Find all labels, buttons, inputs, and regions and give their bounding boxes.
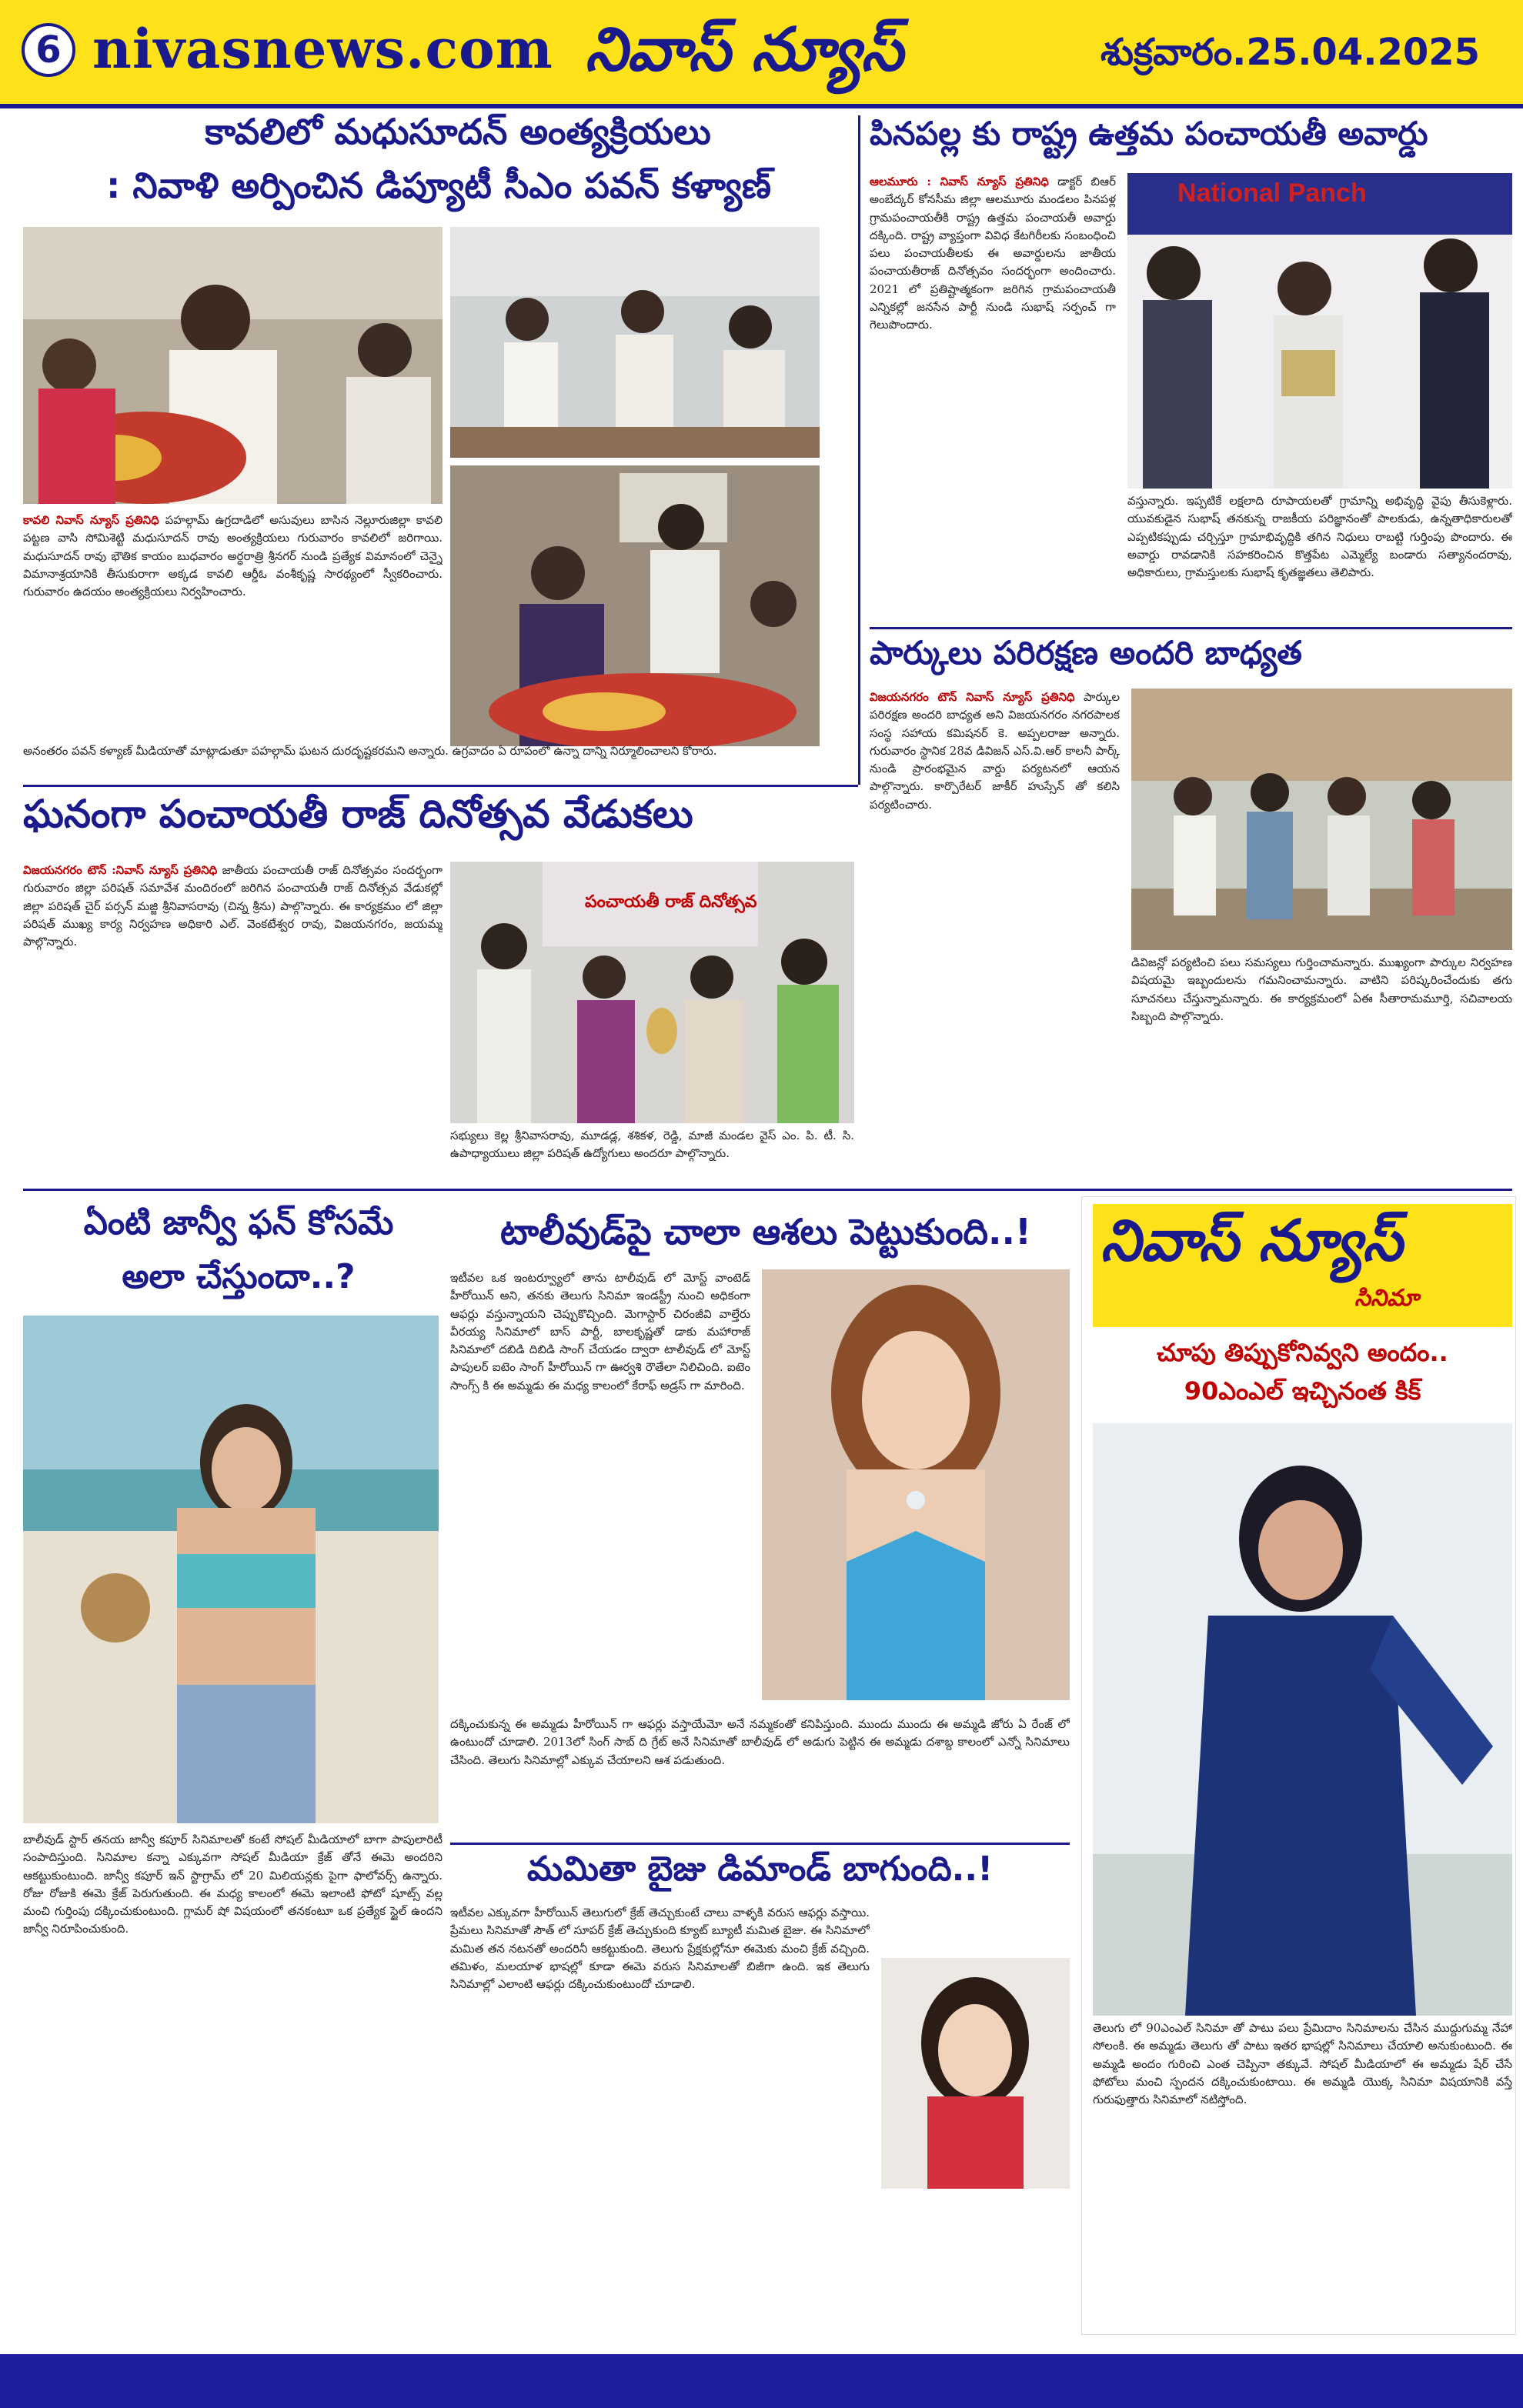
story5-photo-actress	[23, 1316, 439, 1823]
footer-bar	[0, 2354, 1523, 2408]
story7-headline: మమితా బైజు డిమాండ్ బాగుంది..!	[526, 1849, 994, 1889]
story3-body-col	[870, 689, 1120, 1108]
masthead-rule	[0, 104, 1523, 108]
story8-photo-actress	[1093, 1423, 1512, 2016]
story6-photo-actress	[762, 1269, 1070, 1700]
entertainment-divider	[23, 1189, 1512, 1191]
masthead-date: శుక్రవారం.25.04.2025	[1101, 31, 1481, 74]
story5-headline-line2: అలా చేస్తుందా..?	[122, 1257, 356, 1296]
page-number: 6	[22, 23, 75, 77]
story7-body: ఇటీవల ఎక్కువగా హీరోయిన్ తెలుగులో క్రేజ్ తెచ్చుకుంటే చాలు వాళ్ళకి వరుస ఆఫర్లు వస్తాయి. ప్రేమలు సినిమాతో సౌత్ లో సూపర్ క్రేజ్ తెచ్చుకుంది క్యూట్ బ్యూటీ మమిత బైజు. ఈ సినిమాలో మమిత తన నటనతో అందరినీ ఆకట్టుకుంది. తెలుగు ప్రేక్షకుల్లోనూ ఈమెకు మంచి క్రేజ్ వచ్చింది. తమిళం, మలయాళ భాషల్లో కూడా ఈమె వరుస సినిమాలతో బిజీగా ఉంది. ఇక తెలుగు సినిమాల్లో ఎలాంటి ఆఫర్లు దక్కించుకుంటుందో చూడాలి.	[450, 1906, 870, 1991]
story8-brand-sub: సినిమా	[1354, 1285, 1419, 1312]
story8-body: తెలుగు లో 90ఎంఎల్ సినిమా తో పాటు పలు ప్రేమిదాం సినిమాలను చేసిన ముద్దుగుమ్మ నేహా సోలంకి. ఈ అమ్మడు తెలుగు తో పాటు ఇతర భాషల్లో సినిమాలు చేయాలి అనుకుంటుంది. ఈ అమ్మడి అందం గురించి ఎంత చెప్పినా తక్కువే. సోషల్ మీడియాలో ఈ అమ్మడు షేర్ చేసే ఫోటోలు మంచి స్పందన దక్కించుకుంటాయి. ఈ అమ్మడి యొక్క సినిమా విషయానికి వస్తే గురుఫుత్తారు సినిమాలో నటిస్తోంది.	[1093, 2021, 1512, 2106]
story4-headline: ఘనంగా పంచాయతీ రాజ్ దినోత్సవ వేడుకలు	[23, 792, 693, 836]
story2-photo-banner: National Panch	[1177, 178, 1367, 208]
story3-photo-park	[1131, 689, 1512, 950]
story1-headline-line1: కావలిలో మధుసూదన్ అంత్యక్రియలు	[205, 111, 711, 152]
story6-headline: టాలీవుడ్‌పై చాలా ఆశలు పెట్టుకుంది..!	[500, 1211, 1031, 1252]
section-divider	[23, 785, 858, 787]
story6-body-col2: దక్కించుకున్న ఈ అమ్మడు హీరోయిన్ గా ఆఫర్లు వస్తాయేమో అనే నమ్మకంతో కనిపిస్తుంది. ముందు ముందు ఈ అమ్మడి జోరు ఏ రేంజ్ లో ఉంటుందో చూడాలి. 2013లో సింగ్ సాబ్ ది గ్రేట్ అనే సినిమాతో బాలీవుడ్ లో అడుగు పెట్టిన ఈ అమ్మడు దశాబ్ద కాలంలో ఎన్నో సినిమాలు చేసింది. తెలుగు సినిమాల్లో ఎక్కువ చేయాలని ఆశ పడుతుంది.	[450, 1717, 1070, 1767]
story1-photo-tribute	[23, 227, 443, 504]
story2-body-col-text: డాక్టర్ బిఆర్ అంబేద్కర్ కోనసీమ జిల్లా ఆలమూరు మండలం పినపళ్ల గ్రామపంచాయతీకి రాష్ట్ర ఉత్తమ పంచాయతీ అవార్డు దక్కింది. రాష్ట్ర వ్యాప్తంగా వివిధ కేటగిరీలకు సంబంధించి పలు పంచాయతీలకు ఈ అవార్డులను జాతీయ పంచాయతీరాజ్ దినోత్సవం సందర్భంగా అందించారు. 2021 లో ప్రతిష్టాత్మకంగా జరిగిన గ్రామపంచాయతీ ఎన్నికల్లో జనసేన పార్టీ నుండి సుభాష్ సర్పంచ్ గా గెలుపొందారు.	[870, 175, 1116, 332]
site-url[interactable]: nivasnews.com	[92, 17, 553, 81]
story1-headline-line2: : నివాళి అర్పించిన డిప్యూటీ సీఎం పవన్ కళ్యాణ్	[106, 165, 771, 206]
story2-body-col	[870, 173, 1116, 619]
story5-headline-line1: ఏంటి జాన్వీ ఫన్ కోసమే	[83, 1203, 394, 1242]
story8-brand: నివాస్ న్యూస్	[1101, 1208, 1403, 1274]
story2-byline: ఆలమూరు : నివాస్ న్యూస్ ప్రతినిధి	[870, 175, 1049, 188]
story1-body-text: పహల్గామ్ ఉగ్రదాడిలో అసువులు బాసిన నెల్లూరుజిల్లా కావలి పట్టణ వాసి సోమిశెట్టి మధుసూదన్ రావు అంత్యక్రియలు గురువారం కావలిలో జరిగాయి. మధుసూదన్ రావు భౌతిక కాయం బుధవారం అర్ధరాత్రి శ్రీనగర్ నుండి ప్రత్యేక విమానంలో చెన్నై విమానాశ్రయానికి తీసుకురాగా అక్కడ కావలి ఆర్డీఓ వంశీకృష్ణ సారథ్యంలో స్వీకరించారు. గురువారం ఉదయం అంత్యక్రియలు నిర్వహించారు.	[23, 513, 443, 599]
story2-divider	[870, 627, 1512, 629]
story3-byline: విజయనగరం టౌన్ నివాస్ న్యూస్ ప్రతినిధి	[870, 690, 1075, 704]
story6-body-col1: ఇటీవల ఒక ఇంటర్వ్యూలో తాను టాలీవుడ్ లో మోస్ట్ వాంటెడ్ హీరోయిన్ అని, తనకు తెలుగు సినిమా ఇండస్ట్రీ నుంచి అధికంగా ఆఫర్లు వస్తున్నాయని చెప్పుకొచ్చింది. మెగాస్టార్ చిరంజీవి వాల్తేరు వీరయ్య సినిమాలో బాస్ పార్టీ, బాలకృష్ణతో డాకు మహారాజ్ సినిమాలో దబిడి దిబిడి సాంగ్ చేయడం ద్వారా టాలీవుడ్ లో మోస్ట్ పాపులర్ ఐటెం సాంగ్ హీరోయిన్ గా ఊర్వశి రౌతేలా నిలిచింది. ఐటెం సాంగ్స్ కి ఈ అమ్మడు ఈ మధ్య కాలంలో కేరాఫ్ అడ్రస్ గా మారింది.	[450, 1271, 750, 1392]
story8-headline-line1: చూపు తిప్పుకోనివ్వని అందం..	[1157, 1338, 1448, 1367]
story1-photo-meeting	[450, 227, 820, 458]
story2-headline: పినపల్ల కు రాష్ట్ర ఉత్తమ పంచాయతీ అవార్డు	[870, 115, 1428, 152]
column-divider	[858, 115, 860, 785]
story4-body	[23, 862, 443, 1185]
story1-byline: కావలి నివాస్ న్యూస్ ప్రతినిధి	[23, 513, 159, 527]
story4-byline: విజయనగరం టౌన్ :నివాస్ న్యూస్ ప్రతినిధి	[23, 863, 218, 877]
story1-photo-family	[450, 465, 820, 746]
masthead-brand: నివాస్ న్యూస్	[585, 15, 903, 85]
story4-caption: సభ్యులు కెల్ల శ్రీనివాసరావు, మూడడ్ల, శశికళ, రెడ్డి, మాజీ మండల వైస్ ఎం. పి. టీ. సి. ఉపాధ్యాయులు జిల్లా పరిషత్ ఉద్యోగులు అందరూ పాల్గొన్నారు.	[450, 1129, 854, 1161]
story3-headline: పార్కులు పరిరక్షణ అందరి బాధ్యత	[870, 634, 1302, 672]
story4-photo-banner: పంచాయతీ రాజ్ దినోత్సవ	[585, 892, 757, 912]
story7-photo-actress	[881, 1958, 1070, 2189]
story2-photo-award	[1127, 173, 1512, 489]
story1-body	[23, 512, 443, 742]
story2-body-full: వస్తున్నారు. ఇప్పటికే లక్షలాది రూపాయలతో గ్రామాన్ని అభివృద్ధి వైపు తీసుకెళ్లారు. యువకుడైన సుభాష్ తనకున్న రాజకీయ పరిజ్ఞానంతో పాలకుడు, ఉన్నతాధికారులతో ఎప్పటికప్పుడు చర్చిస్తూ గ్రామాభివృద్ధికి తగిన నిధులు రాబట్టి గుర్తింపు పొందారు. ఈ అవార్డు రావడానికి సహకరించిన కొత్తపేట ఎమ్మెల్యే బండారు సత్యానందరావు, అధికారులు, గ్రామస్తులకు సుభాష్ కృతజ్ఞతలు తెలిపారు.	[1127, 494, 1512, 579]
story7-divider	[450, 1843, 1070, 1845]
story3-body-col-text: పార్కుల పరిరక్షణ అందరి బాధ్యత అని విజయనగరం నగరపాలక సంస్థ సహాయ కమిషనర్ కె. అప్పలరాజు అన్నారు. గురువారం స్థానిక 28వ డివిజన్ ఎస్.వి.ఆర్ కాలనీ పార్క్ నుండి ప్రారంభమైన వార్డు పర్యటనలో ఆయన పాల్గొన్నారు. కార్పొరేటర్ జాకీర్ హుస్సేన్ తో కలిసి పర్యటించారు.	[870, 690, 1120, 812]
story4-body-text: జాతీయ పంచాయతీ రాజ్ దినోత్సవం సందర్భంగా గురువారం జిల్లా పరిషత్ సమావేశ మందిరంలో జరిగిన పంచాయతీ రాజ్ దినోత్సవ వేడుకల్లో జిల్లా పరిషత్ చైర్ పర్సన్ మజ్జి శ్రీనివాసరావు (చిన్న శ్రీను) పాల్గొన్నారు. ఈ కార్యక్రమం లో జిల్లా పరిషత్ ముఖ్య కార్య నిర్వహణ అధికారి ఎల్. వెంకటేశ్వర రావు, విజయనగరం, జయమ్మ పాల్గొన్నారు.	[23, 863, 443, 949]
story3-body-full: డివిజన్లో పర్యటించి పలు సమస్యలు గుర్తించామన్నారు. ముఖ్యంగా పార్కుల నిర్వహణ విషయమై ఇబ్బందులను గమనించామన్నారు. వాటిని పరిష్కరించేందుకు తగు సూచనలు చేస్తున్నామన్నారు. ఈ కార్యక్రమంలో ఏఈ సీతారామమూర్తి, సచివాలయ సిబ్బంది పాల్గొన్నారు.	[1131, 956, 1512, 1023]
story5-body: బాలీవుడ్ స్టార్ తనయ జాన్వీ కపూర్ సినిమాలతో కంటే సోషల్ మీడియాలో బాగా పాపులారిటీ సంపాదిస్తుంది. సినిమాల కన్నా ఎక్కువగా సోషల్ మీడియా క్రేజ్ తోనే ఈమె అందరిని ఆకట్టుకుంటుంది. జాన్వీ కపూర్ ఇన్ స్టాగ్రామ్ లో 20 మిలియన్లకు పైగా ఫాలోవర్స్ ఉన్నారు. రోజు రోజుకి ఈమె క్రేజ్ పెరుగుతుంది. ఈ మధ్య కాలంలో ఈమె ఇలాంటి ఫోటో షూట్స్ వల్ల మంచి గుర్తింపు దక్కించుకుంటుంది. గ్లామర్ షో విషయంలో తనకంటూ ఒక ప్రత్యేక స్టైల్ ఉందని జాన్వీ నిరూపించుకుంది.	[23, 1833, 443, 1936]
story1-caption: అనంతరం పవన్ కళ్యాణ్ మీడియాతో మాట్లాడుతూ పహల్గామ్ ఘటన దురదృష్టకరమని అన్నారు. ఉగ్రవాదం ఏ రూపంలో ఉన్నా దాన్ని నిర్మూలించాలని కోరారు.	[23, 744, 717, 758]
story8-headline-line2: 90ఎంఎల్ ఇచ్చినంత కిక్	[1184, 1376, 1421, 1406]
